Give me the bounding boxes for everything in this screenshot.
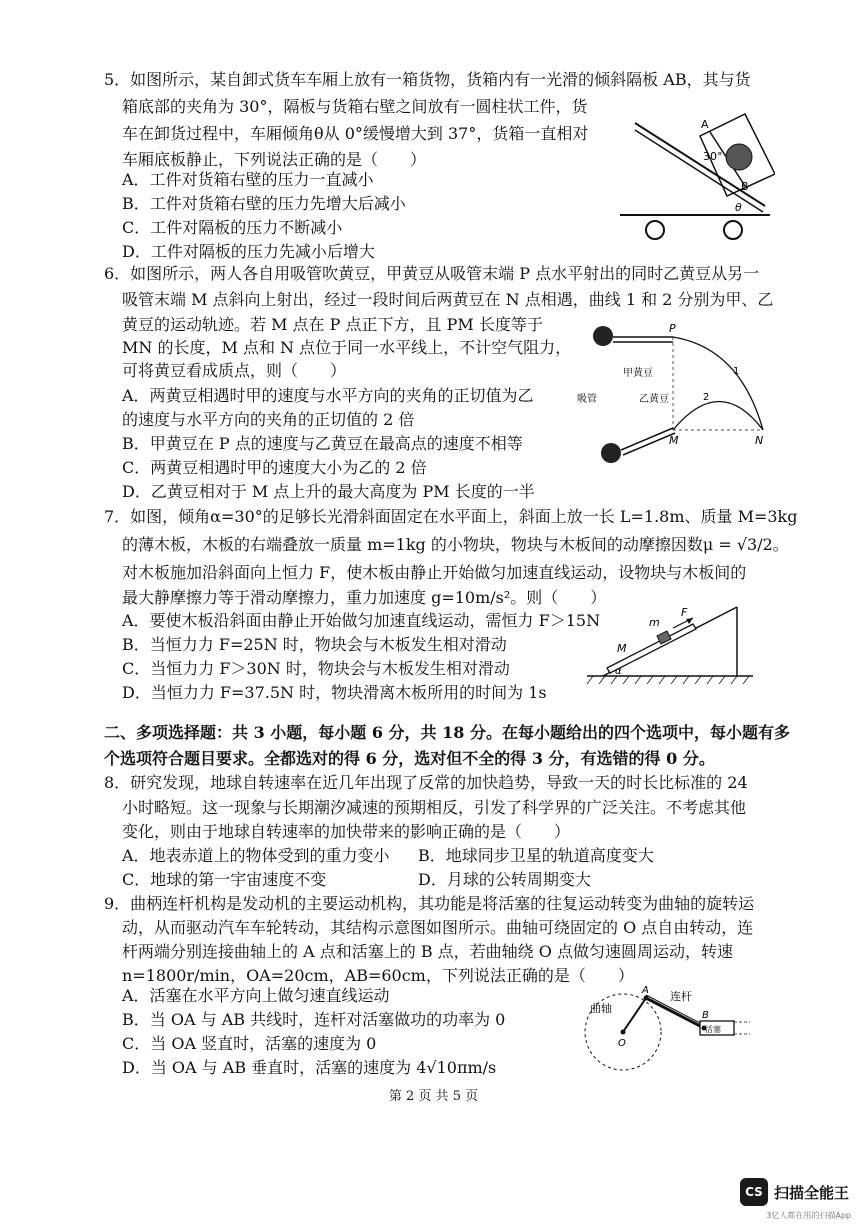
person-yi-icon — [601, 443, 621, 463]
q7-option-b: B．当恒力力 F=25N 时，物块会与木板发生相对滑动 — [122, 635, 507, 654]
q5-stem-4: 车厢底板静止，下列说法正确的是（ ） — [122, 150, 427, 169]
q5-fig-label-theta: θ — [735, 201, 742, 214]
q6-stem-2: 吸管末端 M 点斜向上射出，经过一段时间后两黄豆在 N 点相遇，曲线 1 和 2 分别为甲、乙 — [122, 290, 774, 309]
q6-stem-3: 黄豆的运动轨迹。若 M 点在 P 点正下方，且 PM 长度等于 — [122, 315, 543, 334]
q5-option-c: C．工件对隔板的压力不断减小 — [122, 218, 343, 237]
scanner-app-tagline: 3亿人都在用的扫描App — [766, 1211, 851, 1220]
q6-fig-label-p: P — [669, 322, 676, 335]
q7-stem-2: 的薄木板，木板的右端叠放一质量 m=1kg 的小物块，物块与木板间的动摩擦因数μ = √3/2。 — [122, 535, 789, 554]
q8-stem-2: 小时略短。这一现象与长期潮汐减速的预期相反，引发了科学界的广泛关注。不考虑其他 — [122, 798, 747, 817]
q7-fig-label-alpha: α — [615, 666, 622, 677]
q6-fig-label-1: 1 — [733, 366, 740, 377]
q9-option-b: B．当 OA 与 AB 共线时，连杆对活塞做功的功率为 0 — [122, 1010, 506, 1029]
q7-option-d: D．当恒力力 F=37.5N 时，物块滑离木板所用的时间为 1s — [122, 683, 547, 702]
q6-stem-4: MN 的长度，M 点和 N 点位于同一水平线上，不计空气阻力， — [122, 338, 572, 357]
q8-option-b: B．地球同步卫星的轨道高度变大 — [418, 846, 654, 865]
q6-fig-label-straw: 吸管 — [577, 394, 597, 405]
q9-fig-label-rod: 连杆 — [670, 990, 692, 1003]
q6-fig-label-m: M — [669, 434, 679, 447]
q8-option-d: D．月球的公转周期变大 — [418, 870, 591, 889]
q7-stem-3: 对木板施加沿斜面向上恒力 F，使木板由静止开始做匀加速直线运动，设物块与木板间的 — [122, 563, 747, 582]
q9-fig-label-crank: 曲轴 — [590, 1002, 612, 1015]
q5-truck-figure — [615, 108, 775, 243]
q5-option-d: D．工件对隔板的压力先减小后增大 — [122, 242, 375, 261]
q6-option-b: B．甲黄豆在 P 点的速度与乙黄豆在最高点的速度不相等 — [122, 434, 523, 453]
scanner-app-name: 扫描全能王 — [773, 1183, 849, 1202]
q8-stem-3: 变化，则由于地球自转速率的加快带来的影响正确的是（ ） — [122, 822, 571, 841]
q7-stem-1: 7．如图，倾角α=30°的足够长光滑斜面固定在水平面上，斜面上放一长 L=1.8m、质量 M=3kg — [104, 507, 798, 526]
q9-crank-figure — [578, 982, 753, 1072]
q5-fig-label-b: B — [741, 180, 749, 193]
q6-fig-label-2: 2 — [703, 392, 710, 403]
q5-option-a: A．工件对货箱右壁的压力一直减小 — [122, 170, 374, 189]
q9-fig-label-piston: 活塞 — [705, 1025, 721, 1034]
q8-stem-1: 8．研究发现，地球自转速率在近几年出现了反常的加快趋势，导致一天的时长比标准的 24 — [104, 773, 748, 792]
q5-stem-1: 5．如图所示，某自卸式货车车厢上放有一箱货物，货箱内有一光滑的倾斜隔板 AB，其与货 — [104, 70, 751, 89]
q6-option-a-2: 的速度与水平方向的夹角的正切值的 2 倍 — [122, 410, 415, 429]
q7-incline-figure — [585, 602, 755, 692]
section2-heading-1: 二、多项选择题：共 3 小题，每小题 6 分，共 18 分。在每小题给出的四个选项中，每小题有多 — [104, 723, 790, 742]
scanner-watermark — [740, 1178, 849, 1206]
q9-stem-3: 杆两端分别连接曲轴上的 A 点和活塞上的 B 点，若曲轴绕 O 点做匀速圆周运动，转速 — [122, 942, 733, 961]
q6-fig-label-jia: 甲黄豆 — [623, 368, 653, 379]
q6-option-c: C．两黄豆相遇时甲的速度大小为乙的 2 倍 — [122, 458, 427, 477]
q9-option-d: D．当 OA 与 AB 垂直时，活塞的速度为 4√10πm/s — [122, 1058, 497, 1077]
q6-straw-figure — [575, 318, 780, 468]
q5-fig-label-a: A — [701, 118, 709, 131]
page-footer: 第 2 页 共 5 页 — [388, 1089, 479, 1104]
q7-option-c: C．当恒力力 F＞30N 时，物块会与木板发生相对滑动 — [122, 659, 510, 678]
q6-fig-label-yi: 乙黄豆 — [639, 394, 669, 405]
q6-fig-label-n: N — [755, 434, 764, 447]
q9-option-c: C．当 OA 竖直时，活塞的速度为 0 — [122, 1034, 377, 1053]
q6-option-a-1: A．两黄豆相遇时甲的速度与水平方向的夹角的正切值为乙 — [122, 386, 534, 405]
q7-fig-label-m: m — [649, 616, 660, 629]
q5-option-b: B．工件对货箱右壁的压力先增大后减小 — [122, 194, 406, 213]
q6-stem-5: 可将黄豆看成质点，则（ ） — [122, 361, 347, 380]
q9-option-a: A．活塞在水平方向上做匀速直线运动 — [122, 986, 390, 1005]
q5-fig-label-30: 30° — [703, 150, 723, 163]
q8-option-c: C．地球的第一宇宙速度不变 — [122, 870, 327, 889]
q9-stem-4: n=1800r/min，OA=20cm，AB=60cm，下列说法正确的是（ ） — [122, 966, 634, 985]
q9-stem-2: 动，从而驱动汽车车轮转动，其结构示意图如图所示。曲轴可绕固定的 O 点自由转动，连 — [122, 918, 754, 937]
q9-fig-label-b: B — [702, 1010, 709, 1021]
person-jia-icon — [593, 326, 613, 346]
camscanner-logo-icon: CS — [740, 1178, 768, 1206]
q6-option-d: D．乙黄豆相对于 M 点上升的最大高度为 PM 长度的一半 — [122, 482, 535, 501]
q5-stem-3: 车在卸货过程中，车厢倾角θ从 0°缓慢增大到 37°，货箱一直相对 — [122, 124, 589, 143]
q7-option-a: A．要使木板沿斜面由静止开始做匀加速直线运动，需恒力 F＞15N — [122, 611, 601, 630]
q8-option-a: A．地表赤道上的物体受到的重力变小 — [122, 846, 390, 865]
q9-stem-1: 9．曲柄连杆机构是发动机的主要运动机构，其功能是将活塞的往复运动转变为曲轴的旋转运 — [104, 894, 755, 913]
section2-heading-2: 个选项符合题目要求。全都选对的得 6 分，选对但不全的得 3 分，有选错的得 0 分。 — [104, 749, 715, 768]
q7-stem-4: 最大静摩擦力等于滑动摩擦力，重力加速度 g=10m/s²。则（ ） — [122, 588, 607, 607]
q7-fig-label-big-m: M — [617, 642, 627, 655]
q9-fig-label-a: A — [642, 985, 649, 996]
q6-stem-1: 6．如图所示，两人各自用吸管吹黄豆，甲黄豆从吸管末端 P 点水平射出的同时乙黄豆从另一 — [104, 264, 760, 283]
q7-fig-label-f: F — [681, 606, 688, 619]
q9-fig-label-o: O — [618, 1038, 626, 1049]
q5-stem-2: 箱底部的夹角为 30°，隔板与货箱右壁之间放有一圆柱状工件，货 — [122, 97, 588, 116]
